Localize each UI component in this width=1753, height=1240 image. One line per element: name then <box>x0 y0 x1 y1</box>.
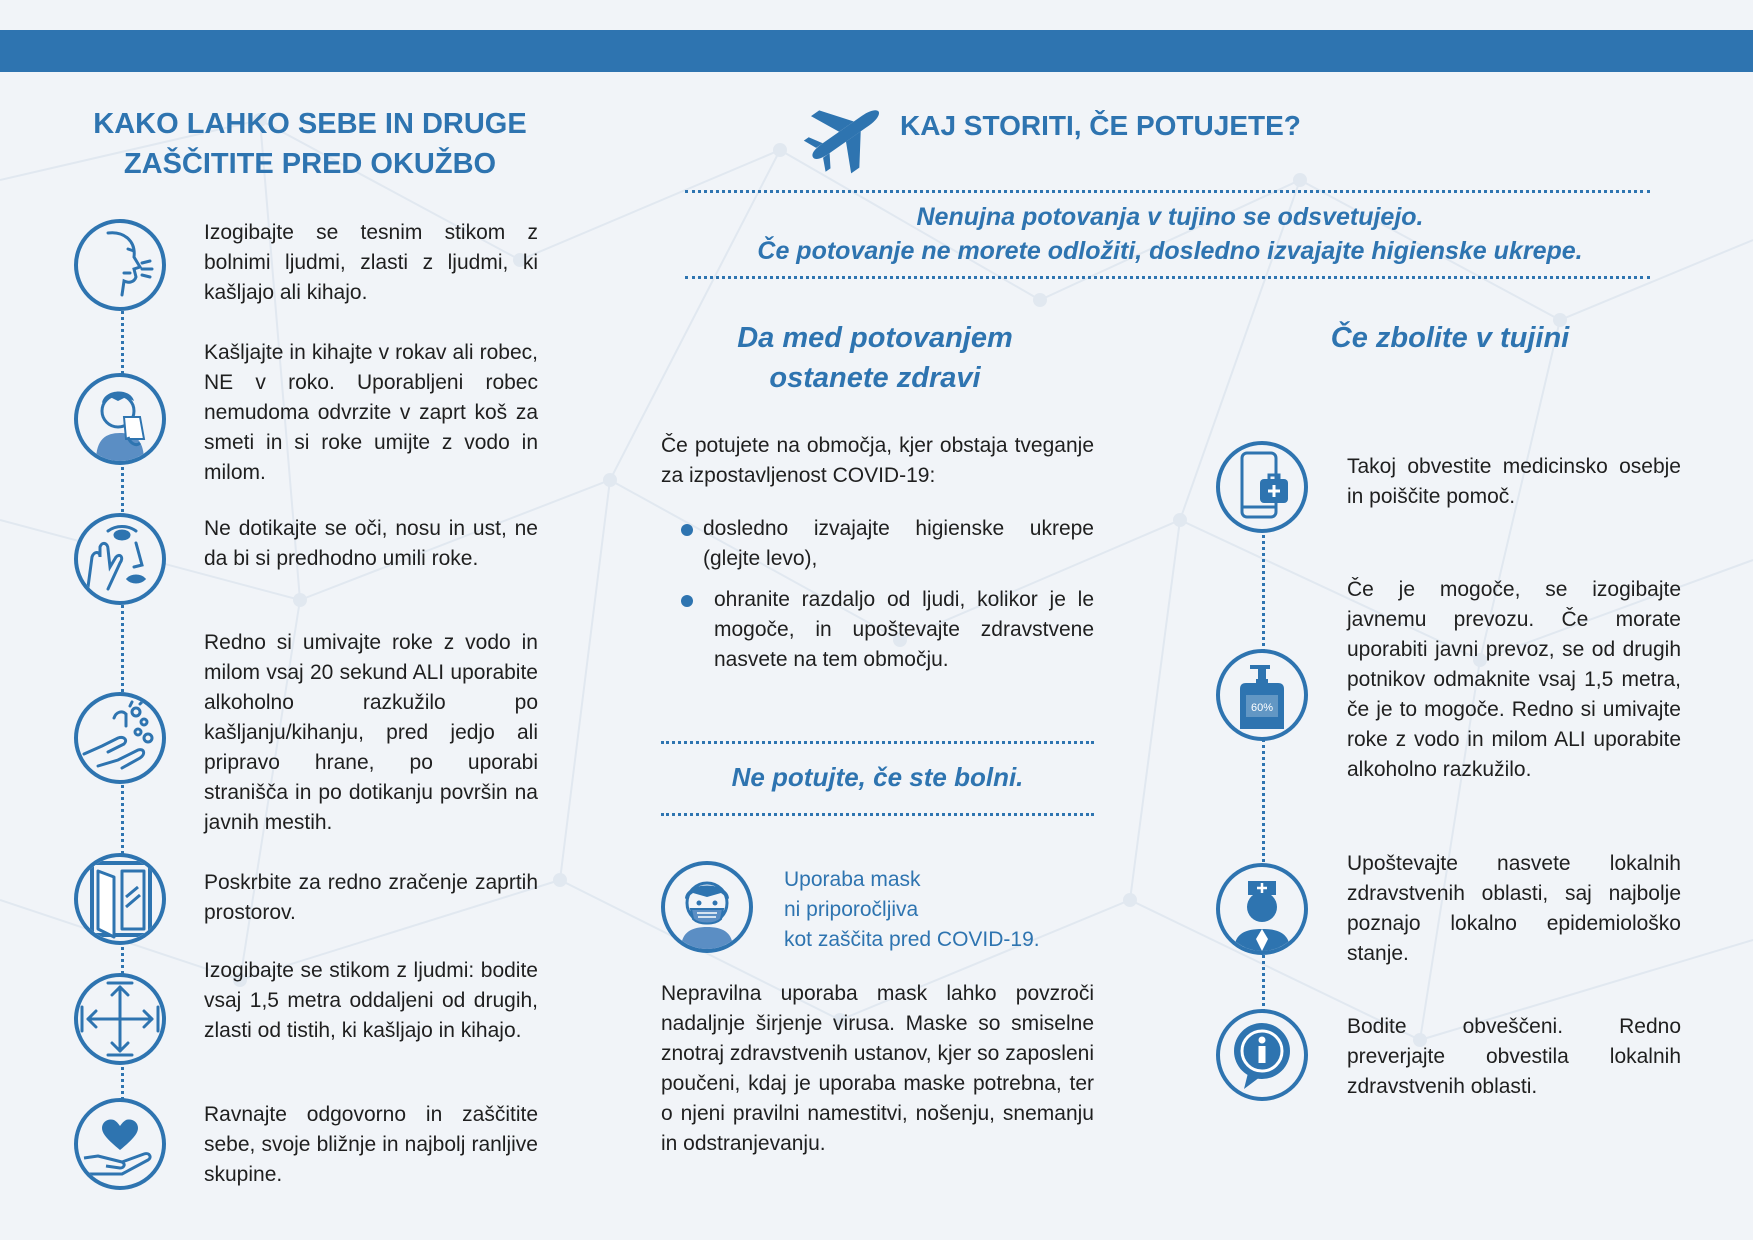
heart-in-hand-icon <box>74 1098 166 1190</box>
advisory-line-2: Če potovanje ne morete odložiti, dosledno izvajajte higienske ukrepe. <box>757 237 1583 265</box>
stay-healthy-title <box>660 318 1090 398</box>
if-sick-item-text: Bodite obveščeni. Redno preverjajte obvestila lokalnih zdravstvenih oblasti. <box>1347 1015 1681 1098</box>
hand-washing-icon <box>74 692 166 784</box>
bullet-dot <box>681 595 693 607</box>
stay-healthy-bullet: dosledno izvajajte higienske ukrepe (glejte levo), <box>703 517 1094 570</box>
nurse-icon <box>1216 863 1308 955</box>
left-title-line-2: ZAŠČITITE PRED OKUŽBO <box>123 148 497 180</box>
sick-person-coughing-icon <box>74 219 166 311</box>
travel-advisory <box>690 200 1650 268</box>
divider-dotted <box>661 813 1094 816</box>
airplane-icon <box>800 90 890 180</box>
mask-note-line-1: Uporaba mask <box>784 868 921 891</box>
if-sick-title: Če zbolite v tujini <box>1330 322 1570 354</box>
stay-healthy-title-line-2: ostanete zdravi <box>769 362 981 394</box>
mask-note-line-3: kot zaščita pred COVID-19. <box>784 928 1040 951</box>
sanitizer-bottle-icon <box>1216 649 1308 741</box>
divider-dotted <box>661 741 1094 744</box>
divider-dotted <box>685 190 1650 193</box>
stay-healthy-title-line-1: Da med potovanjem <box>737 322 1013 354</box>
sneezing-into-tissue-icon <box>74 373 166 465</box>
sick-warning: Ne potujte, če ste bolni. <box>731 762 1024 792</box>
if-sick-item-text: Upoštevajte nasvete lokalnih zdravstvenih oblasti, saj najbolje poznajo lokalno epidemiološko stanje. <box>1347 852 1681 965</box>
advisory-line-1: Nenujna potovanja v tujino se odsvetujejo. <box>916 203 1424 231</box>
left-title-line-1: KAKO LAHKO SEBE IN DRUGE <box>93 108 527 140</box>
distance-arrows-icon <box>74 973 166 1065</box>
left-item-text: Izogibajte se tesnim stikom z bolnimi ljudmi, zlasti z ljudmi, ki kašljajo ali kihajo. <box>204 221 538 304</box>
right-connector-line <box>1262 510 1265 1050</box>
divider-dotted <box>685 276 1650 279</box>
mask-note-line-2: ni priporočljiva <box>784 898 919 921</box>
open-window-icon <box>74 853 166 945</box>
phone-medical-icon <box>1216 441 1308 533</box>
left-item-text: Ne dotikajte se oči, nosu in ust, ne da bi si predhodno umili roke. <box>204 517 538 570</box>
left-item-text: Redno si umivajte roke z vodo in milom vsaj 20 sekund ALI uporabite alkoholno razkužilo po kašljanju/kihanju, pred jedjo ali pripravo hrane, po uporabi stranišča in po dotikanju površin na javnih mestih. <box>204 631 538 834</box>
travel-section-title: KAJ STORITI, ČE POTUJETE? <box>900 110 1301 141</box>
info-icon <box>1216 1009 1308 1101</box>
mask-note <box>784 865 1114 955</box>
stay-healthy-bullet: ohranite razdaljo od ljudi, kolikor je le mogoče, in upoštevajte zdravstvene nasvete na tem območju. <box>714 588 1094 671</box>
sanitizer-label: 60% <box>1250 702 1274 714</box>
left-item-text: Poskrbite za redno zračenje zaprtih prostorov. <box>204 871 538 924</box>
left-section-title <box>60 104 560 184</box>
bullet-dot <box>681 524 693 536</box>
left-item-text: Ravnajte odgovorno in zaščitite sebe, svoje bližnje in najbolj ranljive skupine. <box>204 1103 538 1186</box>
if-sick-item-text: Če je mogoče, se izogibajte javnemu prevozu. Če morate uporabiti javni prevoz, se od drugih potnikov odmaknite vsaj 1,5 metra, če je to mogoče. Redno si umivajte roke z vodo in milom ALI uporabite alkoholno razkužilo. <box>1347 578 1681 781</box>
if-sick-item-text: Takoj obvestite medicinsko osebje in poiščite pomoč. <box>1347 455 1681 508</box>
person-with-mask-icon <box>661 861 753 953</box>
top-header-bar <box>0 30 1753 72</box>
face-touch-icon <box>74 513 166 605</box>
left-item-text: Kašljajte in kihajte v rokav ali robec, NE v roko. Uporabljeni robec nemudoma odvrzite v zaprt koš za smeti in si roke umijte z vodo in milom. <box>204 341 538 484</box>
stay-healthy-intro: Če potujete na območja, kjer obstaja tveganje za izpostavljenost COVID-19: <box>661 434 1094 487</box>
left-item-text: Izogibajte se stikom z ljudmi: bodite vsaj 1,5 metra oddaljeni od drugih, zlasti od tistih, ki kašljajo in kihajo. <box>204 959 538 1042</box>
mask-paragraph: Nepravilna uporaba mask lahko povzroči nadaljnje širjenje virusa. Maske so smiselne znotraj zdravstvenih ustanov, kjer so zaposleni poučeni, kdaj je uporaba maske potrebna, ter o njeni pravilni namestitvi, nošenju, snemanju in odstranjevanju. <box>661 982 1094 1155</box>
